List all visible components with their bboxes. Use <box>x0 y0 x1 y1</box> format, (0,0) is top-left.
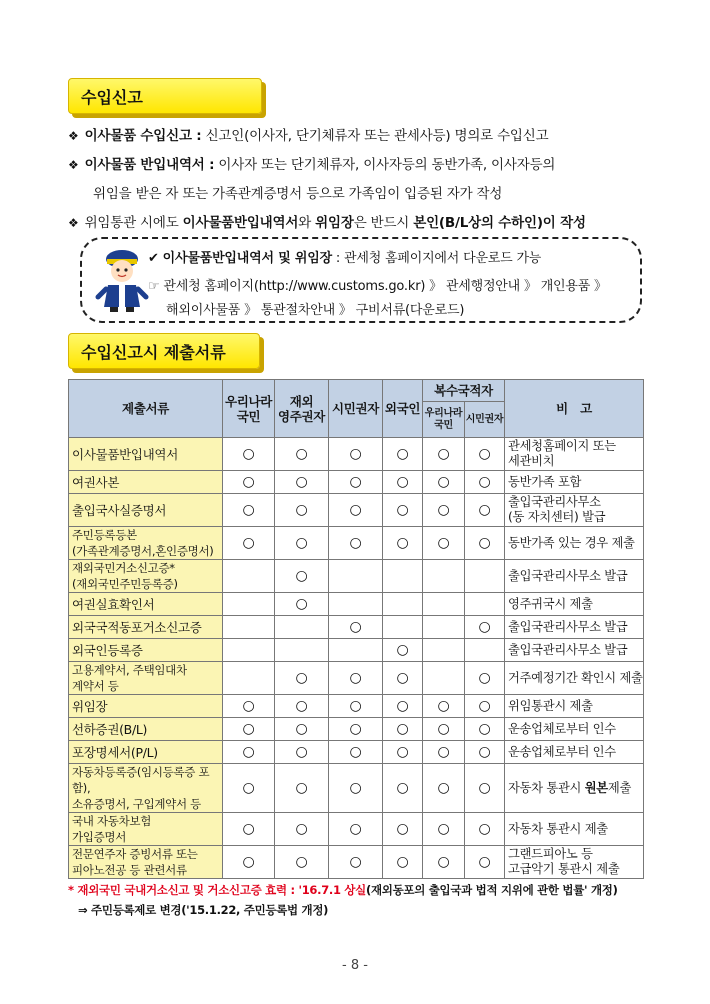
circle-mark-icon: ○ <box>478 618 491 635</box>
circle-mark-icon: ○ <box>295 697 308 714</box>
circle-mark-icon: ○ <box>349 473 362 490</box>
bullet-text: 은 반드시 <box>353 215 414 231</box>
pointing-hand-icon: ☞ <box>148 279 160 294</box>
table-row <box>69 471 644 494</box>
bullet-text: 이사자 또는 단기체류자, 이사자등의 동반가족, 이사자등의 <box>214 157 556 173</box>
required-documents-table <box>68 379 644 879</box>
circle-mark-icon: ○ <box>437 534 450 551</box>
table-row <box>69 560 644 593</box>
header-permanent-resident: 재외 영주권자 <box>275 380 329 438</box>
remark-text: 그랜드피아노 등 <box>508 847 593 861</box>
document-name-cell <box>69 741 223 764</box>
document-name: 여권사본 <box>72 474 120 490</box>
document-name-cell <box>69 560 223 593</box>
requirement-mark-cell <box>223 527 275 560</box>
requirement-mark-cell <box>423 438 465 471</box>
requirement-mark-cell <box>275 616 329 639</box>
requirement-mark-cell <box>423 764 465 813</box>
circle-mark-icon: ○ <box>478 534 491 551</box>
section-title-required-documents <box>68 333 260 369</box>
document-name: (가족관계증명서,혼인증명서) <box>72 544 214 558</box>
requirement-mark-cell <box>223 494 275 527</box>
remark-cell <box>505 813 644 846</box>
document-name: 소유증명서, 구입계약서 등 <box>72 797 201 811</box>
circle-mark-icon: ○ <box>396 501 409 518</box>
circle-mark-icon: ○ <box>349 445 362 462</box>
document-name-cell <box>69 616 223 639</box>
bullet-moving-goods-list <box>68 153 555 173</box>
requirement-mark-cell <box>465 695 505 718</box>
requirement-mark-cell <box>329 662 383 695</box>
remark-text: 자동차 통관시 원본제출 <box>508 780 632 795</box>
requirement-mark-cell <box>329 616 383 639</box>
circle-mark-icon: ○ <box>437 820 450 837</box>
requirement-mark-cell <box>329 741 383 764</box>
circle-mark-icon: ○ <box>437 501 450 518</box>
remark-cell <box>505 764 644 813</box>
requirement-mark-cell <box>223 741 275 764</box>
circle-mark-icon: ○ <box>478 743 491 760</box>
note-line-1 <box>148 247 541 266</box>
table-row <box>69 662 644 695</box>
document-name: 포장명세서(P/L) <box>72 744 158 760</box>
requirement-mark-cell <box>223 813 275 846</box>
document-name: 선하증권(B/L) <box>72 721 148 737</box>
circle-mark-icon: ○ <box>396 445 409 462</box>
remark-text: 운송업체로부터 인수 <box>508 721 616 736</box>
circle-mark-icon: ○ <box>396 697 409 714</box>
circle-mark-icon: ○ <box>478 853 491 870</box>
circle-mark-icon: ○ <box>295 720 308 737</box>
document-name-cell <box>69 764 223 813</box>
note-line-2 <box>148 275 607 294</box>
remark-text: 자동차 통관시 제출 <box>508 821 608 836</box>
requirement-mark-cell <box>223 560 275 593</box>
requirement-mark-cell <box>423 695 465 718</box>
circle-mark-icon: ○ <box>478 473 491 490</box>
requirement-mark-cell <box>275 494 329 527</box>
remark-cell <box>505 593 644 616</box>
download-note-box <box>80 237 642 323</box>
requirement-mark-cell <box>465 741 505 764</box>
requirement-mark-cell <box>383 662 423 695</box>
requirement-mark-cell <box>383 494 423 527</box>
remark-cell <box>505 639 644 662</box>
footnote-line-2: ⇒ 주민등록제로 변경('15.1.22, 주민등록법 개정) <box>78 903 329 917</box>
bullet-text: 위임통관 시에도 <box>84 215 183 231</box>
circle-mark-icon: ○ <box>349 534 362 551</box>
circle-mark-icon: ○ <box>242 445 255 462</box>
remark-cell <box>505 494 644 527</box>
document-name-cell <box>69 639 223 662</box>
remark-text: 위임통관시 제출 <box>508 698 593 713</box>
bullet-heading: 이사물품 반입내역서 : <box>84 157 215 173</box>
circle-mark-icon: ○ <box>242 779 255 796</box>
bullet-text: 신고인(이사자, 단기체류자 또는 관세사등) 명의로 수입신고 <box>201 128 549 144</box>
remark-cell <box>505 662 644 695</box>
circle-mark-icon: ○ <box>295 501 308 518</box>
requirement-mark-cell <box>275 662 329 695</box>
requirement-mark-cell <box>329 494 383 527</box>
circle-mark-icon: ○ <box>242 820 255 837</box>
document-name-cell <box>69 527 223 560</box>
note-path-2: 해외이사물품 》 통관절차안내 》 구비서류(다운로드) <box>166 303 465 318</box>
table-row <box>69 695 644 718</box>
document-name-cell <box>69 813 223 846</box>
requirement-mark-cell <box>383 593 423 616</box>
requirement-mark-cell <box>465 616 505 639</box>
circle-mark-icon: ○ <box>349 720 362 737</box>
bullet-bold: 본인(B/L상의 수하인)이 작성 <box>413 215 586 231</box>
table-row <box>69 494 644 527</box>
footnote-line-1 <box>68 882 618 898</box>
document-name: 외국인등록증 <box>72 642 143 658</box>
document-name-cell <box>69 718 223 741</box>
remark-text: 세관비치 <box>508 454 555 468</box>
note-path-1: 관세청 홈페이지(http://www.customs.go.kr) 》 관세행정안내 》 개인용품 》 <box>163 279 607 294</box>
circle-mark-icon: ○ <box>478 501 491 518</box>
table-row <box>69 616 644 639</box>
document-name-cell <box>69 494 223 527</box>
circle-mark-icon: ○ <box>349 779 362 796</box>
circle-mark-icon: ○ <box>396 534 409 551</box>
header-dual-citizen: 시민권자 <box>465 402 505 438</box>
remark-text: 고급악기 통관시 제출 <box>508 862 620 876</box>
table-row <box>69 813 644 846</box>
table-row <box>69 718 644 741</box>
requirement-mark-cell <box>223 639 275 662</box>
remark-cell <box>505 616 644 639</box>
requirement-mark-cell <box>223 662 275 695</box>
requirement-mark-cell <box>329 438 383 471</box>
circle-mark-icon: ○ <box>295 743 308 760</box>
circle-mark-icon: ○ <box>396 669 409 686</box>
requirement-mark-cell <box>383 560 423 593</box>
requirement-mark-cell <box>329 695 383 718</box>
header-dual-korean: 우리나라 국민 <box>423 402 465 438</box>
requirement-mark-cell <box>465 718 505 741</box>
remark-text: 거주예정기간 확인시 제출 <box>508 670 643 685</box>
document-name: 외국국적동포거소신고증 <box>72 619 202 635</box>
requirement-mark-cell <box>465 813 505 846</box>
circle-mark-icon: ○ <box>396 641 409 658</box>
remark-text: 출입국관리사무소 발급 <box>508 568 628 583</box>
requirement-mark-cell <box>329 593 383 616</box>
requirement-mark-cell <box>383 616 423 639</box>
requirement-mark-cell <box>465 438 505 471</box>
footnote-red-text: 재외국민 국내거소신고 및 거소신고증 효력 : '16.7.1 상실 <box>73 883 366 897</box>
requirement-mark-cell <box>423 616 465 639</box>
header-remark: 비 고 <box>505 380 644 438</box>
requirement-mark-cell <box>223 718 275 741</box>
requirement-mark-cell <box>275 764 329 813</box>
document-name: (재외국민주민등록증) <box>72 577 178 591</box>
remark-cell <box>505 527 644 560</box>
diamond-bullet-icon: ❖ <box>68 158 79 172</box>
circle-mark-icon: ○ <box>349 618 362 635</box>
requirement-mark-cell <box>223 471 275 494</box>
circle-mark-icon: ○ <box>437 779 450 796</box>
document-name: 재외국민거소신고증* <box>72 561 175 575</box>
circle-mark-icon: ○ <box>437 720 450 737</box>
section-title-import-declaration <box>68 78 262 114</box>
remark-cell <box>505 560 644 593</box>
circle-mark-icon: ○ <box>396 779 409 796</box>
bullet-bold: 위임장 <box>315 215 354 231</box>
header-document: 제출서류 <box>69 380 223 438</box>
requirement-mark-cell <box>223 593 275 616</box>
requirement-mark-cell <box>465 527 505 560</box>
requirement-mark-cell <box>423 527 465 560</box>
document-name-cell <box>69 438 223 471</box>
bullet-delegated-clearance <box>68 211 586 231</box>
section-title-text: 수입신고시 제출서류 <box>81 343 226 362</box>
requirement-mark-cell <box>383 639 423 662</box>
remark-text: 출입국관리사무소 <box>508 495 601 509</box>
requirement-mark-cell <box>275 741 329 764</box>
table-row <box>69 846 644 879</box>
requirement-mark-cell <box>423 846 465 879</box>
circle-mark-icon: ○ <box>242 743 255 760</box>
circle-mark-icon: ○ <box>349 820 362 837</box>
document-name: 계약서 등 <box>72 679 119 693</box>
document-name: 전문연주자 증빙서류 또는 <box>72 847 198 861</box>
requirement-mark-cell <box>383 527 423 560</box>
document-name-cell <box>69 471 223 494</box>
requirement-mark-cell <box>465 639 505 662</box>
circle-mark-icon: ○ <box>349 669 362 686</box>
circle-mark-icon: ○ <box>295 820 308 837</box>
requirement-mark-cell <box>423 718 465 741</box>
requirement-mark-cell <box>383 695 423 718</box>
requirement-mark-cell <box>423 741 465 764</box>
requirement-mark-cell <box>383 741 423 764</box>
bullet-continuation: 위임을 받은 자 또는 가족관계증명서 등으로 가족임이 입증된 자가 작성 <box>93 186 503 202</box>
document-name: 주민등록등본 <box>72 528 137 542</box>
remark-cell <box>505 438 644 471</box>
remark-cell <box>505 471 644 494</box>
requirement-mark-cell <box>423 662 465 695</box>
circle-mark-icon: ○ <box>478 445 491 462</box>
table-row <box>69 438 644 471</box>
remark-text: 운송업체로부터 인수 <box>508 744 616 759</box>
requirement-mark-cell <box>465 593 505 616</box>
circle-mark-icon: ○ <box>396 473 409 490</box>
remark-cell <box>505 846 644 879</box>
header-dual-nationality: 복수국적자 <box>423 380 505 402</box>
circle-mark-icon: ○ <box>396 720 409 737</box>
requirement-mark-cell <box>329 813 383 846</box>
customs-mascot-icon <box>94 245 150 313</box>
requirement-mark-cell <box>329 639 383 662</box>
requirement-mark-cell <box>383 764 423 813</box>
bullet-bold: 이사물품반입내역서 <box>182 215 299 231</box>
circle-mark-icon: ○ <box>478 720 491 737</box>
document-name: 자동차등록증(임시등록증 포함), <box>72 765 210 795</box>
check-icon: ✔ <box>148 251 159 266</box>
requirement-mark-cell <box>465 662 505 695</box>
requirement-mark-cell <box>329 527 383 560</box>
requirement-mark-cell <box>223 695 275 718</box>
circle-mark-icon: ○ <box>295 779 308 796</box>
circle-mark-icon: ○ <box>396 820 409 837</box>
circle-mark-icon: ○ <box>349 501 362 518</box>
requirement-mark-cell <box>423 639 465 662</box>
remark-text: 출입국관리사무소 발급 <box>508 642 628 657</box>
document-name: 가입증명서 <box>72 830 127 844</box>
requirement-mark-cell <box>423 471 465 494</box>
circle-mark-icon: ○ <box>437 473 450 490</box>
requirement-mark-cell <box>423 494 465 527</box>
page-number: - 8 - <box>342 958 368 973</box>
document-name-cell <box>69 846 223 879</box>
requirement-mark-cell <box>275 527 329 560</box>
remark-text: 출입국관리사무소 발급 <box>508 619 628 634</box>
circle-mark-icon: ○ <box>478 779 491 796</box>
table-row <box>69 527 644 560</box>
document-name: 고용계약서, 주택임대차 <box>72 663 187 677</box>
header-korean-national: 우리나라 국민 <box>223 380 275 438</box>
circle-mark-icon: ○ <box>478 697 491 714</box>
table-row <box>69 593 644 616</box>
requirement-mark-cell <box>329 764 383 813</box>
circle-mark-icon: ○ <box>295 473 308 490</box>
document-name-cell <box>69 593 223 616</box>
bullet-import-declaration <box>68 124 548 144</box>
section-title-text: 수입신고 <box>81 88 143 107</box>
footnote-star: * <box>68 883 74 897</box>
circle-mark-icon: ○ <box>242 501 255 518</box>
requirement-mark-cell <box>275 560 329 593</box>
table-row <box>69 764 644 813</box>
requirement-mark-cell <box>383 471 423 494</box>
requirement-mark-cell <box>275 718 329 741</box>
circle-mark-icon: ○ <box>478 820 491 837</box>
circle-mark-icon: ○ <box>349 853 362 870</box>
bullet-text: 와 <box>298 215 316 231</box>
remark-cell <box>505 718 644 741</box>
note-heading: 이사물품반입내역서 및 위임장 <box>162 251 332 266</box>
circle-mark-icon: ○ <box>295 595 308 612</box>
requirement-mark-cell <box>465 764 505 813</box>
document-name-cell <box>69 695 223 718</box>
circle-mark-icon: ○ <box>242 534 255 551</box>
document-name: 피아노전공 등 관련서류 <box>72 863 187 877</box>
requirement-mark-cell <box>383 718 423 741</box>
table-row <box>69 639 644 662</box>
requirement-mark-cell <box>223 764 275 813</box>
requirement-mark-cell <box>275 639 329 662</box>
requirement-mark-cell <box>223 616 275 639</box>
document-name: 위임장 <box>72 698 108 714</box>
header-foreigner: 외국인 <box>383 380 423 438</box>
circle-mark-icon: ○ <box>396 743 409 760</box>
document-name: 국내 자동차보험 <box>72 814 152 828</box>
requirement-mark-cell <box>383 813 423 846</box>
document-name: 출입국사실증명서 <box>72 502 167 518</box>
circle-mark-icon: ○ <box>242 853 255 870</box>
requirement-mark-cell <box>423 813 465 846</box>
circle-mark-icon: ○ <box>349 743 362 760</box>
circle-mark-icon: ○ <box>295 669 308 686</box>
requirement-mark-cell <box>275 813 329 846</box>
document-name: 여권실효확인서 <box>72 596 155 612</box>
requirement-mark-cell <box>465 494 505 527</box>
circle-mark-icon: ○ <box>437 853 450 870</box>
requirement-mark-cell <box>465 846 505 879</box>
circle-mark-icon: ○ <box>295 853 308 870</box>
requirement-mark-cell <box>383 438 423 471</box>
document-name-cell <box>69 662 223 695</box>
requirement-mark-cell <box>275 695 329 718</box>
diamond-bullet-icon: ❖ <box>68 129 79 143</box>
circle-mark-icon: ○ <box>437 445 450 462</box>
requirement-mark-cell <box>329 718 383 741</box>
circle-mark-icon: ○ <box>437 697 450 714</box>
note-text: : 관세청 홈페이지에서 다운로드 가능 <box>331 251 542 266</box>
circle-mark-icon: ○ <box>295 567 308 584</box>
requirement-mark-cell <box>223 438 275 471</box>
remark-cell <box>505 741 644 764</box>
header-citizen: 시민권자 <box>329 380 383 438</box>
requirement-mark-cell <box>275 846 329 879</box>
circle-mark-icon: ○ <box>396 853 409 870</box>
circle-mark-icon: ○ <box>437 743 450 760</box>
requirement-mark-cell <box>383 846 423 879</box>
remark-text: 동반가족 있는 경우 제출 <box>508 535 635 550</box>
circle-mark-icon: ○ <box>242 473 255 490</box>
requirement-mark-cell <box>275 471 329 494</box>
remark-cell <box>505 695 644 718</box>
circle-mark-icon: ○ <box>242 697 255 714</box>
requirement-mark-cell <box>275 438 329 471</box>
requirement-mark-cell <box>423 593 465 616</box>
remark-text: 관세청홈페이지 또는 <box>508 439 616 453</box>
requirement-mark-cell <box>275 593 329 616</box>
requirement-mark-cell <box>223 846 275 879</box>
circle-mark-icon: ○ <box>242 720 255 737</box>
footnote-text: (재외동포의 출입국과 법적 지위에 관한 법률' 개정) <box>366 883 618 897</box>
requirement-mark-cell <box>423 560 465 593</box>
requirement-mark-cell <box>465 560 505 593</box>
requirement-mark-cell <box>465 471 505 494</box>
remark-text: 동반가족 포함 <box>508 474 582 489</box>
circle-mark-icon: ○ <box>478 669 491 686</box>
requirement-mark-cell <box>329 560 383 593</box>
document-name: 이사물품반입내역서 <box>72 446 178 462</box>
circle-mark-icon: ○ <box>295 534 308 551</box>
circle-mark-icon: ○ <box>295 445 308 462</box>
circle-mark-icon: ○ <box>349 697 362 714</box>
diamond-bullet-icon: ❖ <box>68 216 79 230</box>
bullet-heading: 이사물품 수입신고 : <box>84 128 202 144</box>
requirement-mark-cell <box>329 846 383 879</box>
table-row <box>69 741 644 764</box>
remark-text: (동 자치센터) 발급 <box>508 510 606 524</box>
remark-text: 영주귀국시 제출 <box>508 596 593 611</box>
requirement-mark-cell <box>329 471 383 494</box>
